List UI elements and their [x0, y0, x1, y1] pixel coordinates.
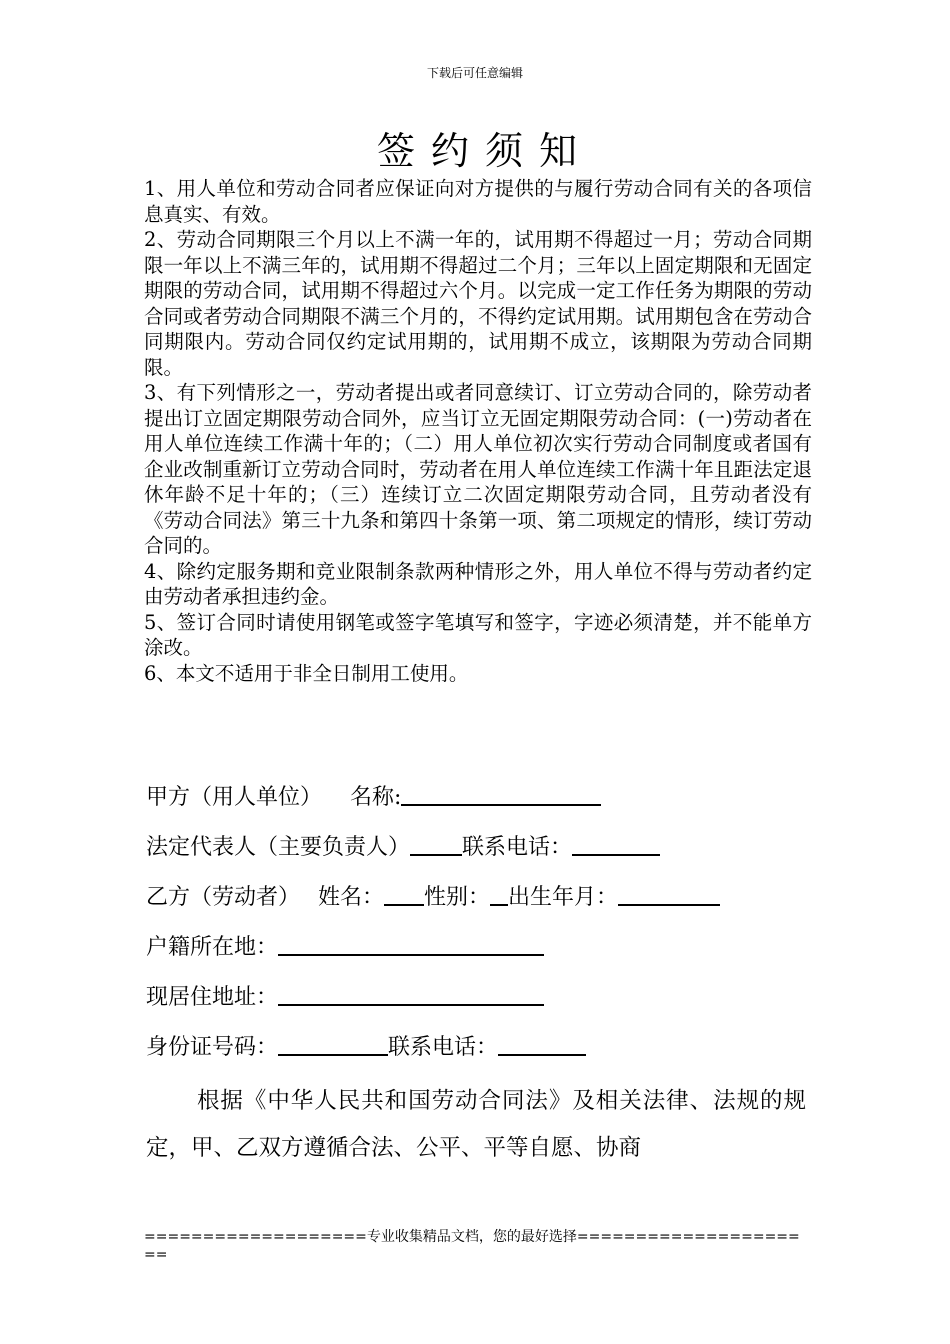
gender-label: 性别： — [424, 885, 491, 910]
residence-label: 现居住地址： — [146, 985, 279, 1010]
name-label: 名称: — [350, 785, 402, 810]
closing-text: 根据《中华人民共和国劳动合同法》及相关法律、法规的规定，甲、乙双方遵循合法、公平、平等自愿、协商 — [146, 1088, 806, 1161]
id-row — [146, 1030, 816, 1066]
legal-rep-label: 法定代表人（主要负责人） — [146, 835, 411, 860]
footer-note: ===================专业收集精品文档，您的最好选择===================== — [144, 1229, 800, 1263]
residence-row — [146, 980, 816, 1016]
phone-label: 联系电话： — [462, 835, 573, 860]
household-blank[interactable] — [278, 932, 544, 956]
household-row — [146, 930, 816, 966]
party-a-label: 甲方（用人单位） — [146, 785, 323, 810]
birth-blank[interactable] — [618, 882, 720, 906]
header-note: 下载后可任意编辑 — [426, 66, 523, 80]
residence-blank[interactable] — [278, 982, 544, 1006]
page-title: 签约须知 — [376, 129, 593, 173]
id-number-blank[interactable] — [278, 1032, 388, 1056]
party-a-row — [146, 780, 816, 816]
id-label: 身份证号码： — [146, 1035, 279, 1060]
closing-paragraph — [146, 1078, 806, 1172]
household-label: 户籍所在地： — [146, 935, 279, 960]
legal-rep-blank[interactable] — [410, 832, 462, 856]
phone-label-2: 联系电话： — [388, 1035, 499, 1060]
gender-blank[interactable] — [490, 882, 508, 906]
notice-item-6: 6、本文不适用于非全日制用工使用。 — [144, 661, 469, 685]
notice-item-3: 3、有下列情形之一，劳动者提出或者同意续订、订立劳动合同的，除劳动者提出订立固定期限劳动合同外，应当订立无固定期限劳动合同：(一)劳动者在用人单位连续工作满十年的；（二）用人单位初次实行劳动合同制度或者国有企业改制重新订立劳动合同时，劳动者在用人单位连续工作满十年且距法定退休年龄不足十年的；（三）连续订立二次固定期限劳动合同，且劳动者没有《劳动合同法》第三十九条和第四十条第一项、第二项规定的情形，续订劳动合同的。 — [144, 381, 812, 557]
notice-item-4: 4、除约定服务期和竞业限制条款两种情形之外，用人单位不得与劳动者约定由劳动者承担违约金。 — [144, 559, 812, 608]
person-name-blank[interactable] — [384, 882, 424, 906]
party-b-row — [146, 880, 816, 916]
employer-name-blank[interactable] — [401, 782, 601, 806]
employer-phone-blank[interactable] — [572, 832, 660, 856]
worker-phone-blank[interactable] — [498, 1032, 586, 1056]
notice-item-1: 1、用人单位和劳动合同者应保证向对方提供的与履行劳动合同有关的各项信息真实、有效。 — [144, 177, 812, 226]
birth-label: 出生年月： — [508, 885, 619, 910]
notice-item-5: 5、签订合同时请使用钢笔或签字笔填写和签字，字迹必须清楚，并不能单方涂改。 — [144, 610, 812, 659]
legal-rep-row — [146, 830, 816, 866]
party-b-label: 乙方（劳动者） — [146, 885, 301, 910]
notice-item-2: 2、劳动合同期限三个月以上不满一年的，试用期不得超过一月；劳动合同期限一年以上不满三年的，试用期不得超过二个月；三年以上固定期限和无固定期限的劳动合同，试用期不得超过六个月。以完成一定工作任务为期限的劳动合同或者劳动合同期限不满三个月的，不得约定试用期。试用期包含在劳动合同期限内。劳动合同仅约定试用期的，试用期不成立，该期限为劳动合同期限。 — [144, 228, 812, 379]
person-name-label: 姓名： — [318, 885, 385, 910]
notice-list — [144, 176, 812, 686]
